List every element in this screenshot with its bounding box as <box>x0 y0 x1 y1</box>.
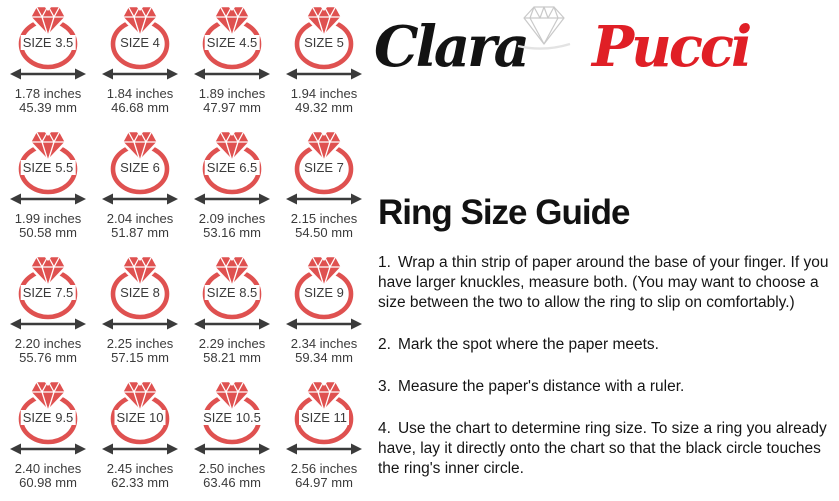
step-text: Use the chart to determine ring size. To size a ring you already have, lay it directly onto the chart so that the black circle touches the ring's inner circle. <box>378 420 827 477</box>
diameter-inches: 2.40 inches <box>14 461 82 476</box>
ring-size-cell <box>2 125 94 250</box>
ring-graphic <box>94 375 186 459</box>
ring-size-cell <box>2 250 94 375</box>
diameter-mm: 47.97 mm <box>203 100 261 115</box>
diamond-outline-icon <box>512 4 576 50</box>
ring-measurements <box>278 87 370 115</box>
diameter-mm: 58.21 mm <box>203 350 261 365</box>
step-text: Mark the spot where the paper meets. <box>397 336 659 353</box>
brand-name-first: Clara <box>374 14 527 80</box>
step-number: 3. <box>378 378 391 395</box>
diameter-mm: 55.76 mm <box>19 350 77 365</box>
ring-graphic <box>186 250 278 334</box>
diameter-inches: 2.09 inches <box>198 211 266 226</box>
instruction-step <box>378 377 839 397</box>
ring-measurements <box>94 462 186 490</box>
diameter-inches: 2.20 inches <box>14 336 82 351</box>
ring-size-label: SIZE 7.5 <box>22 285 74 300</box>
ring-size-cell <box>94 375 186 500</box>
diameter-inches: 2.04 inches <box>106 211 174 226</box>
step-number: 1. <box>378 254 391 271</box>
ring-size-label: SIZE 8 <box>120 285 160 300</box>
diameter-mm: 49.32 mm <box>295 100 353 115</box>
ring-graphic <box>278 0 370 84</box>
ring-measurements <box>186 212 278 240</box>
ring-graphic <box>94 0 186 84</box>
ring-size-cell <box>94 250 186 375</box>
ring-size-cell <box>186 125 278 250</box>
diameter-mm: 62.33 mm <box>111 475 169 490</box>
ring-graphic <box>186 0 278 84</box>
ring-measurements <box>2 462 94 490</box>
instruction-step <box>378 335 839 355</box>
diameter-mm: 60.98 mm <box>19 475 77 490</box>
ring-size-cell <box>94 125 186 250</box>
diameter-inches: 2.25 inches <box>106 336 174 351</box>
ring-size-label: SIZE 4.5 <box>206 35 258 50</box>
ring-size-cell <box>186 375 278 500</box>
diameter-mm: 59.34 mm <box>295 350 353 365</box>
ring-size-cell <box>94 0 186 125</box>
ring-size-cell <box>186 0 278 125</box>
ring-graphic <box>2 375 94 459</box>
ring-graphic <box>94 250 186 334</box>
diameter-mm: 54.50 mm <box>295 225 353 240</box>
ring-graphic <box>2 125 94 209</box>
ring-graphic <box>2 0 94 84</box>
ring-size-label: SIZE 9.5 <box>22 410 74 425</box>
step-number: 2. <box>378 336 391 353</box>
ring-size-cell <box>186 250 278 375</box>
ring-measurements <box>186 337 278 365</box>
diameter-inches: 2.45 inches <box>106 461 174 476</box>
step-number: 4. <box>378 420 391 437</box>
diameter-mm: 53.16 mm <box>203 225 261 240</box>
ring-size-label: SIZE 7 <box>304 160 344 175</box>
page-title: Ring Size Guide <box>378 193 630 232</box>
ring-size-cell <box>278 125 370 250</box>
ring-graphic <box>278 125 370 209</box>
diameter-mm: 51.87 mm <box>111 225 169 240</box>
ring-graphic <box>186 125 278 209</box>
ring-measurements <box>278 212 370 240</box>
ring-graphic <box>2 250 94 334</box>
brand-logo <box>374 2 836 100</box>
ring-size-cell <box>2 375 94 500</box>
ring-size-label: SIZE 3.5 <box>22 35 74 50</box>
step-text: Measure the paper's distance with a ruler. <box>397 378 685 395</box>
ring-size-label: SIZE 6.5 <box>206 160 258 175</box>
diameter-inches: 2.56 inches <box>290 461 358 476</box>
ring-size-label: SIZE 6 <box>120 160 160 175</box>
ring-measurements <box>94 212 186 240</box>
ring-measurements <box>278 337 370 365</box>
ring-graphic <box>186 375 278 459</box>
ring-measurements <box>2 212 94 240</box>
ring-size-label: SIZE 10.5 <box>203 410 261 425</box>
instructions <box>378 253 839 501</box>
ring-size-cell <box>278 250 370 375</box>
ring-graphic <box>278 250 370 334</box>
ring-size-label: SIZE 4 <box>120 35 160 50</box>
diameter-mm: 64.97 mm <box>295 475 353 490</box>
ring-measurements <box>94 337 186 365</box>
diameter-inches: 1.99 inches <box>14 211 82 226</box>
diameter-mm: 63.46 mm <box>203 475 261 490</box>
ring-size-label: SIZE 8.5 <box>206 285 258 300</box>
brand-name-second: Pucci <box>592 14 750 80</box>
diameter-inches: 1.84 inches <box>106 86 174 101</box>
diameter-inches: 2.15 inches <box>290 211 358 226</box>
instruction-step <box>378 419 839 479</box>
ring-measurements <box>278 462 370 490</box>
ring-graphic <box>278 375 370 459</box>
diameter-inches: 1.78 inches <box>14 86 82 101</box>
ring-size-chart <box>2 0 370 500</box>
step-text: Wrap a thin strip of paper around the base of your finger. If you have larger knuckles, measure both. (You may want to choose a size between the two to allow the ring to slip on comfortably.) <box>378 254 829 311</box>
diameter-inches: 2.50 inches <box>198 461 266 476</box>
diameter-inches: 1.89 inches <box>198 86 266 101</box>
ring-measurements <box>186 462 278 490</box>
diameter-inches: 2.29 inches <box>198 336 266 351</box>
ring-measurements <box>2 337 94 365</box>
ring-size-label: SIZE 9 <box>304 285 344 300</box>
ring-size-cell <box>2 0 94 125</box>
ring-size-cell <box>278 0 370 125</box>
diameter-inches: 2.34 inches <box>290 336 358 351</box>
ring-size-label: SIZE 10 <box>116 410 164 425</box>
ring-graphic <box>94 125 186 209</box>
diameter-inches: 1.94 inches <box>290 86 358 101</box>
instruction-step <box>378 253 839 313</box>
diameter-mm: 50.58 mm <box>19 225 77 240</box>
diameter-mm: 45.39 mm <box>19 100 77 115</box>
ring-measurements <box>94 87 186 115</box>
diameter-mm: 57.15 mm <box>111 350 169 365</box>
ring-size-label: SIZE 5.5 <box>22 160 74 175</box>
ring-size-cell <box>278 375 370 500</box>
ring-measurements <box>2 87 94 115</box>
diameter-mm: 46.68 mm <box>111 100 169 115</box>
ring-measurements <box>186 87 278 115</box>
ring-size-label: SIZE 11 <box>300 410 348 425</box>
ring-size-label: SIZE 5 <box>304 35 344 50</box>
